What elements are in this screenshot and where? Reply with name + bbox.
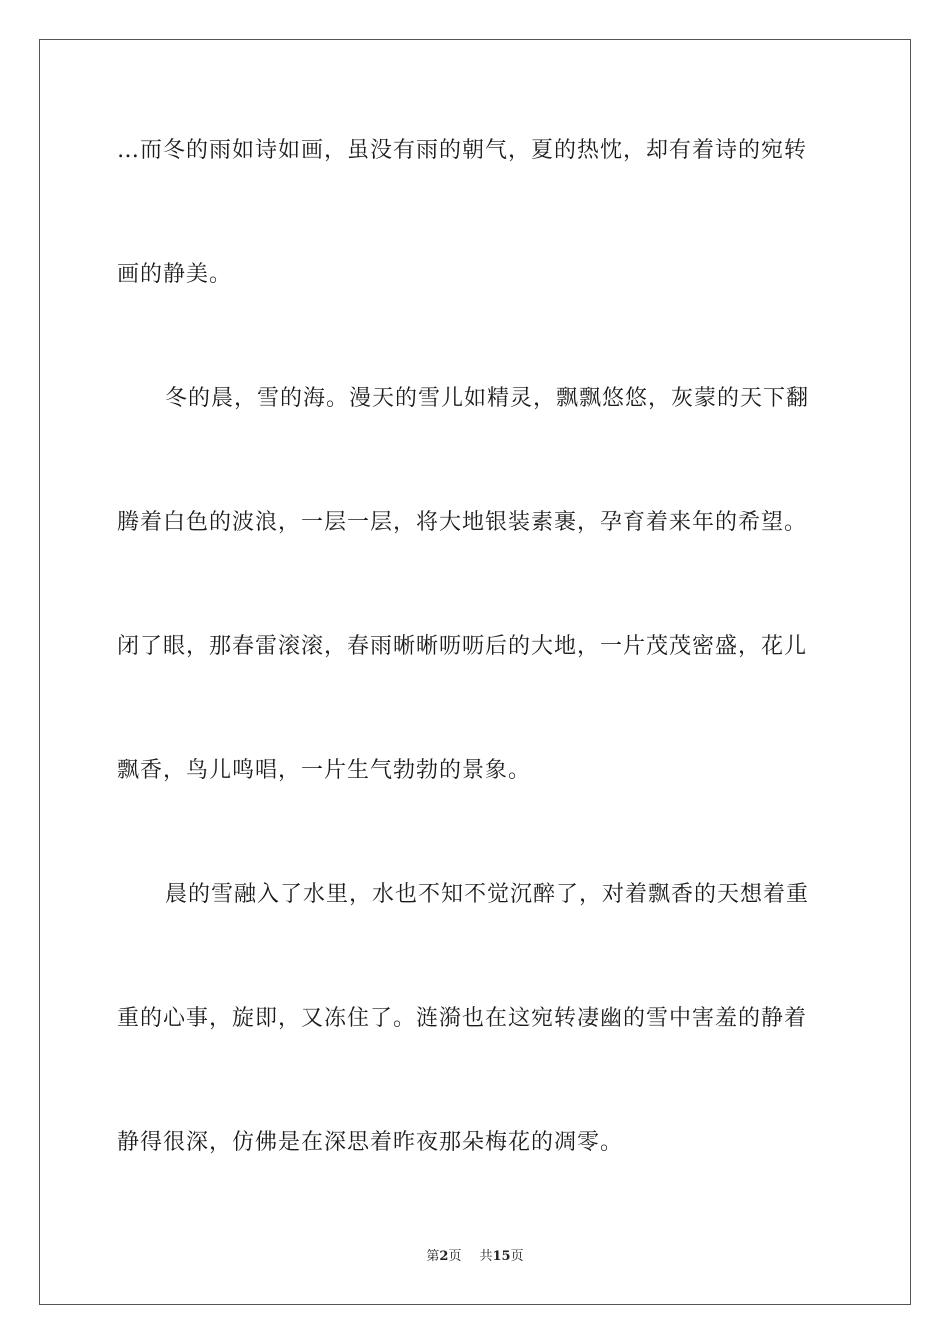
body-line-5: 闭了眼，那春雷滚滚，春雨晰晰呖呖后的大地，一片茂茂密盛，花儿 (117, 634, 808, 659)
body-line-2: 画的静美。 (117, 262, 233, 287)
total-pages-unit: 页 (510, 1249, 524, 1264)
body-line-7: 晨的雪融入了水里，水也不知不觉沉醉了，对着飘香的天想着重 (165, 882, 810, 907)
body-line-8: 重的心事，旋即，又冻住了。涟漪也在这宛转凄幽的雪中害羞的静着 (117, 1006, 808, 1031)
page-number-prefix: 第 (426, 1249, 440, 1264)
page-footer (0, 1248, 950, 1266)
body-line-4: 腾着白色的波浪，一层一层，将大地银装素裹，孕育着来年的希望。 (117, 510, 808, 535)
page-number-unit: 页 (448, 1249, 462, 1264)
current-page-number: 2 (439, 1249, 449, 1264)
page-border (39, 39, 911, 1305)
total-pages-prefix: 共 (479, 1249, 493, 1264)
body-line-3: 冬的晨，雪的海。漫天的雪儿如精灵，飘飘悠悠，灰蒙的天下翻 (165, 386, 810, 411)
total-pages-number: 15 (492, 1249, 511, 1264)
body-line-1: …而冬的雨如诗如画，虽没有雨的朝气，夏的热忱，却有着诗的宛转 (117, 138, 808, 163)
body-line-6: 飘香，鸟儿鸣唱，一片生气勃勃的景象。 (117, 758, 532, 783)
body-line-9: 静得很深，仿佛是在深思着昨夜那朵梅花的凋零。 (117, 1130, 624, 1155)
